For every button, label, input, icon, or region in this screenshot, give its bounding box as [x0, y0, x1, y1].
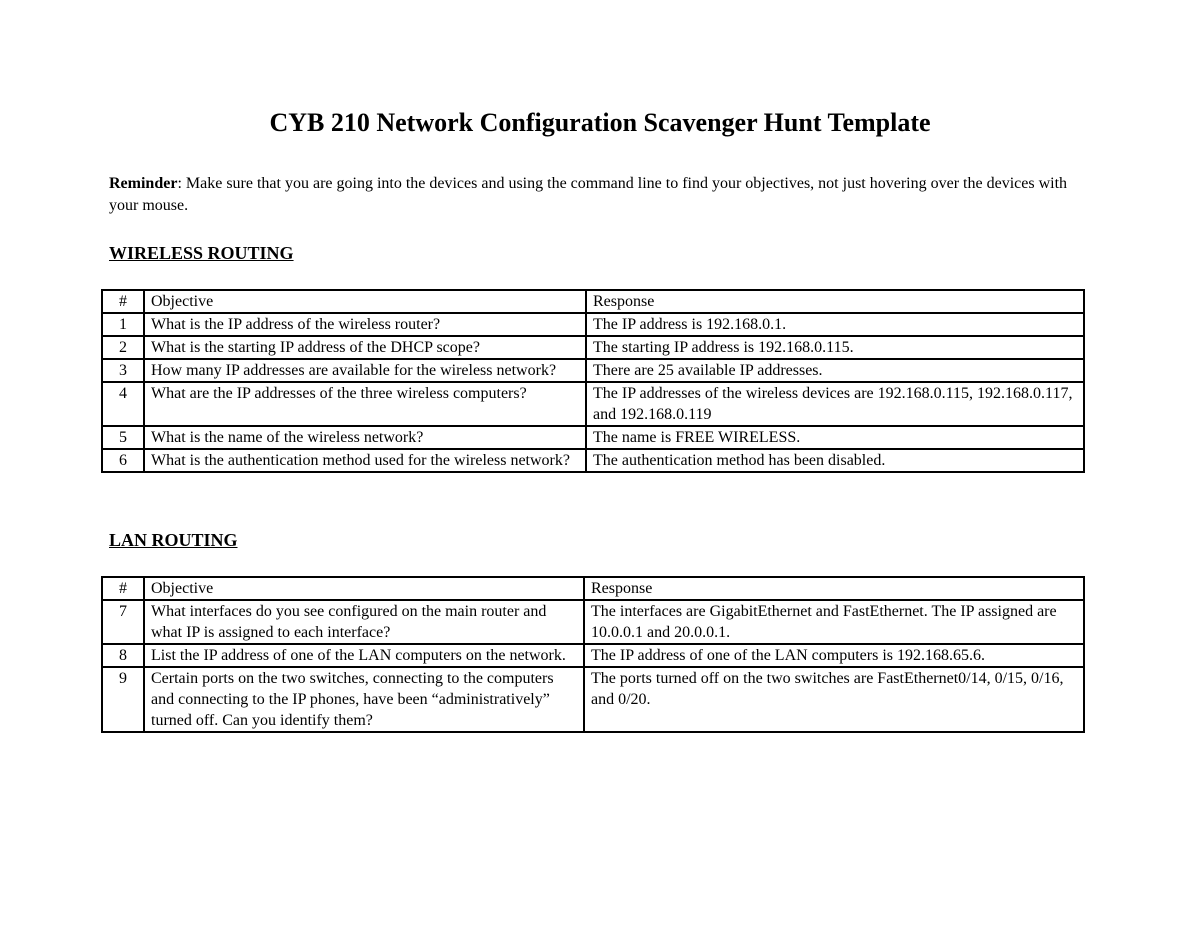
row-objective: What is the starting IP address of the DHCP scope? [144, 336, 586, 359]
wireless-routing-heading: WIRELESS ROUTING [109, 243, 294, 263]
row-response: The IP address is 192.168.0.1. [586, 313, 1084, 336]
reminder-text: : Make sure that you are going into the devices and using the command line to find your objectives, not just hovering over the devices with your mouse. [109, 175, 1068, 214]
row-response: The authentication method has been disabled. [586, 449, 1084, 472]
table-row [102, 336, 1084, 359]
header-objective: Objective [144, 290, 586, 313]
table-row [102, 667, 1084, 732]
row-response: The IP addresses of the wireless devices are 192.168.0.115, 192.168.0.117, and 192.168.0.119 [586, 382, 1084, 426]
row-response: The interfaces are GigabitEthernet and FastEthernet. The IP assigned are 10.0.0.1 and 20.0.0.1. [584, 600, 1084, 644]
table-row [102, 313, 1084, 336]
table-row [102, 644, 1084, 667]
row-objective: What is the name of the wireless network? [144, 426, 586, 449]
table-row [102, 359, 1084, 382]
row-number: 2 [102, 336, 144, 359]
table-header-row [102, 577, 1084, 600]
row-response: The ports turned off on the two switches are FastEthernet0/14, 0/15, 0/16, and 0/20. [584, 667, 1084, 732]
row-number: 3 [102, 359, 144, 382]
row-objective: What is the IP address of the wireless router? [144, 313, 586, 336]
row-response: The IP address of one of the LAN computers is 192.168.65.6. [584, 644, 1084, 667]
row-response: The starting IP address is 192.168.0.115. [586, 336, 1084, 359]
table-row [102, 600, 1084, 644]
row-objective: Certain ports on the two switches, connecting to the computers and connecting to the IP phones, have been “administratively” turned off. Can you identify them? [144, 667, 584, 732]
row-number: 4 [102, 382, 144, 426]
row-number: 7 [102, 600, 144, 644]
header-response: Response [586, 290, 1084, 313]
row-response: The name is FREE WIRELESS. [586, 426, 1084, 449]
row-number: 6 [102, 449, 144, 472]
lan-routing-heading: LAN ROUTING [109, 530, 238, 550]
document-title: CYB 210 Network Configuration Scavenger Hunt Template [269, 108, 931, 137]
row-objective: What is the authentication method used for the wireless network? [144, 449, 586, 472]
header-number: # [102, 290, 144, 313]
table-row [102, 382, 1084, 426]
row-objective: How many IP addresses are available for the wireless network? [144, 359, 586, 382]
reminder-label: Reminder [109, 175, 178, 192]
row-objective: What are the IP addresses of the three wireless computers? [144, 382, 586, 426]
header-response: Response [584, 577, 1084, 600]
table-header-row [102, 290, 1084, 313]
row-objective: List the IP address of one of the LAN computers on the network. [144, 644, 584, 667]
table-row [102, 426, 1084, 449]
lan-routing-table [101, 576, 1085, 733]
row-number: 5 [102, 426, 144, 449]
header-number: # [102, 577, 144, 600]
row-number: 8 [102, 644, 144, 667]
row-number: 9 [102, 667, 144, 732]
row-response: There are 25 available IP addresses. [586, 359, 1084, 382]
row-objective: What interfaces do you see configured on the main router and what IP is assigned to each interface? [144, 600, 584, 644]
header-objective: Objective [144, 577, 584, 600]
table-row [102, 449, 1084, 472]
reminder-paragraph [109, 173, 1094, 217]
row-number: 1 [102, 313, 144, 336]
wireless-routing-table [101, 289, 1085, 473]
